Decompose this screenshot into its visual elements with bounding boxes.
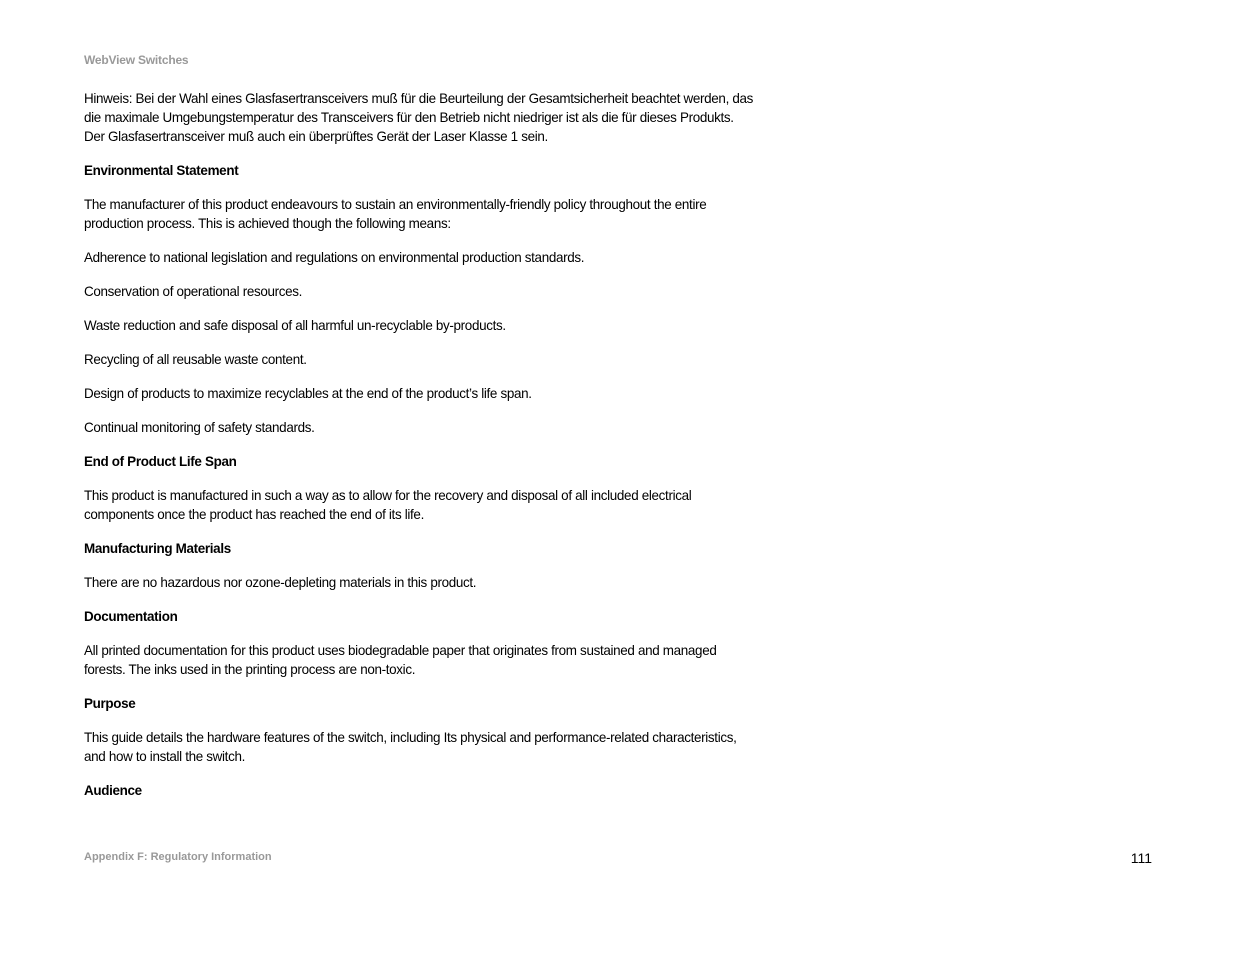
list-item: Conservation of operational resources. xyxy=(84,283,303,299)
section-heading-end-of-life: End of Product Life Span xyxy=(84,453,237,469)
section-heading-environmental: Environmental Statement xyxy=(84,162,239,178)
purpose-text: This guide details the hardware features of the switch, including Its physical and performance-related characteristics, and how to install the switch. xyxy=(84,729,737,764)
section-heading-documentation: Documentation xyxy=(84,608,178,624)
footer-section-title: Appendix F: Regulatory Information xyxy=(84,851,272,863)
list-item: Waste reduction and safe disposal of all harmful un-recyclable by-products. xyxy=(84,317,506,333)
environmental-intro: The manufacturer of this product endeavours to sustain an environmentally-friendly policy throughout the entire production process. This is achieved though the following means: xyxy=(84,196,707,231)
page-content xyxy=(84,89,764,815)
materials-text: There are no hazardous nor ozone-depleting materials in this product. xyxy=(84,574,477,590)
section-heading-audience: Audience xyxy=(84,782,142,798)
note-paragraph: Hinweis: Bei der Wahl eines Glasfasertransceivers muß für die Beurteilung der Gesamtsicherheit beachtet werden, das die maximale Umgebungstemperatur des Transceivers für den Betrieb nicht niedriger ist als die für dieses Produkts. Der Glasfasertransceiver muß auch ein überprüftes Gerät der Laser Klasse 1 sein. xyxy=(84,90,754,144)
section-heading-purpose: Purpose xyxy=(84,695,136,711)
list-item: Continual monitoring of safety standards. xyxy=(84,419,315,435)
documentation-text: All printed documentation for this product uses biodegradable paper that originates from sustained and managed forests. The inks used in the printing process are non-toxic. xyxy=(84,642,717,677)
end-of-life-text: This product is manufactured in such a way as to allow for the recovery and disposal of all included electrical components once the product has reached the end of its life. xyxy=(84,487,692,522)
section-heading-materials: Manufacturing Materials xyxy=(84,540,231,556)
running-header: WebView Switches xyxy=(84,53,189,67)
page-number: 111 xyxy=(1130,850,1152,866)
list-item: Design of products to maximize recyclables at the end of the product’s life span. xyxy=(84,385,532,401)
list-item: Recycling of all reusable waste content. xyxy=(84,351,307,367)
list-item: Adherence to national legislation and regulations on environmental production standards. xyxy=(84,249,585,265)
